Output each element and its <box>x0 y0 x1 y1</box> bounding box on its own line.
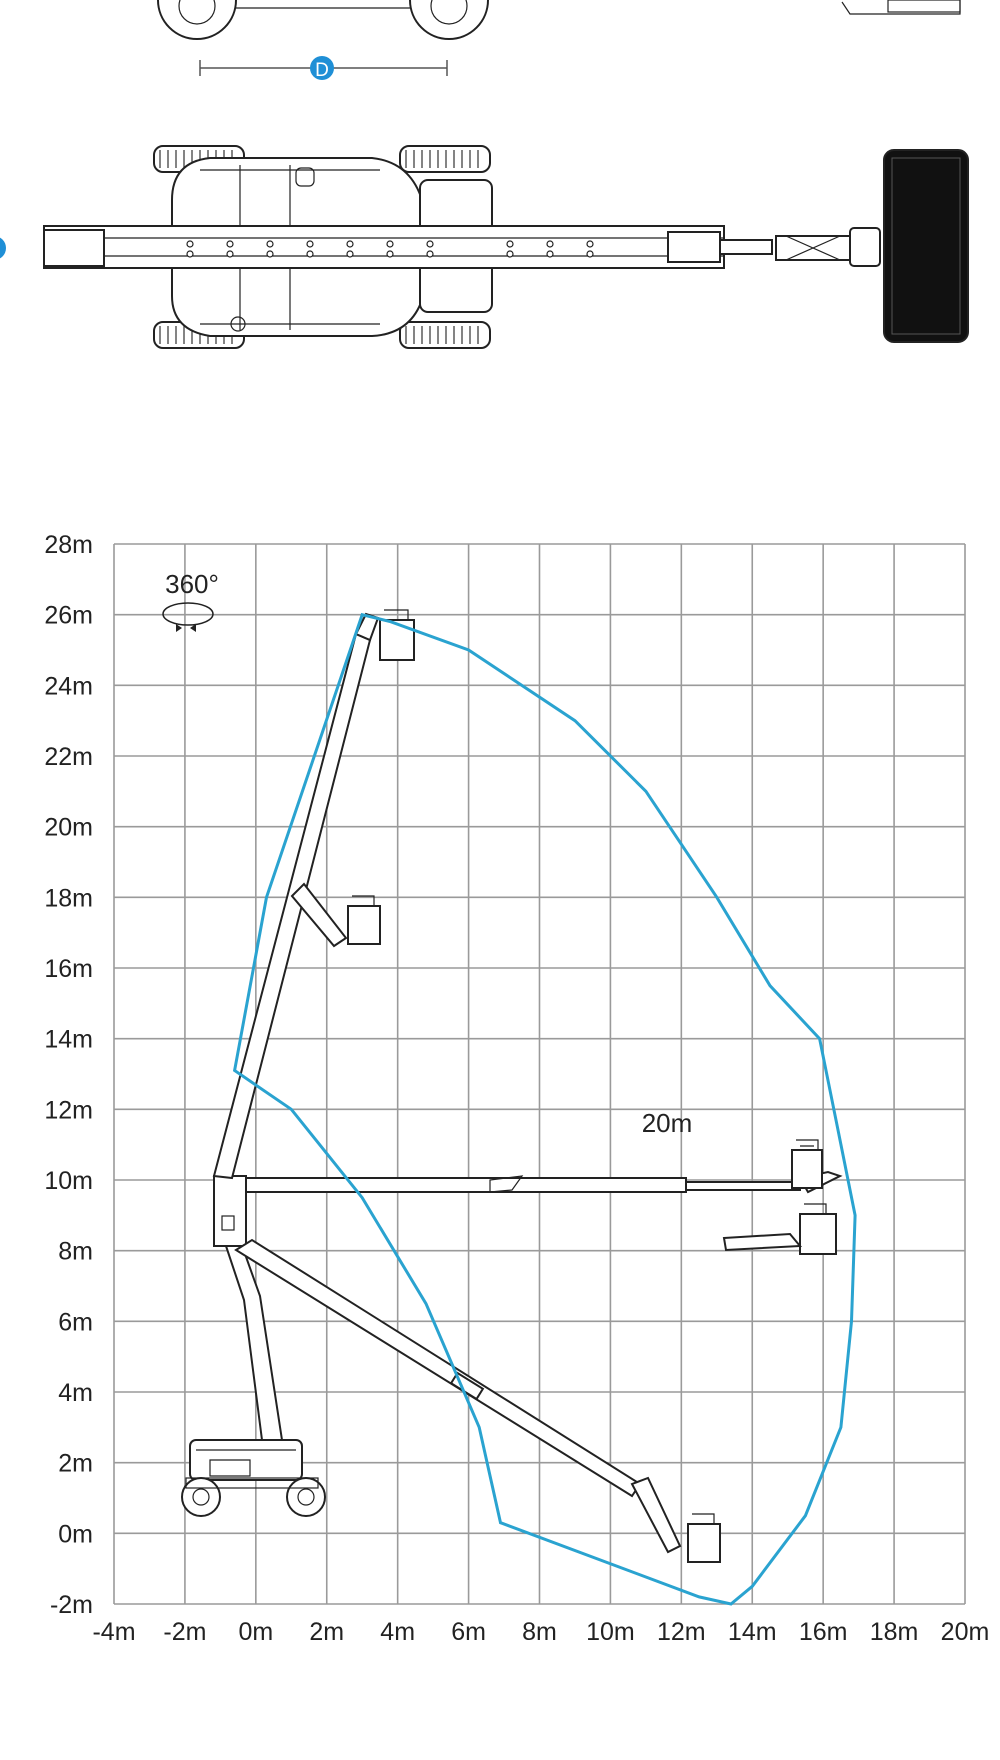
y-tick-label: -2m <box>49 1591 93 1619</box>
x-tick-label: 8m <box>522 1618 557 1646</box>
y-tick-label: 20m <box>44 813 93 842</box>
y-tick-label: 2m <box>58 1449 93 1478</box>
y-tick-label: 14m <box>44 1025 93 1054</box>
y-tick-label: 10m <box>44 1167 93 1195</box>
top-view-drawing <box>0 0 1000 370</box>
x-tick-label: 4m <box>380 1618 416 1646</box>
y-tick-label: 4m <box>58 1379 93 1407</box>
side-marker <box>0 236 6 260</box>
y-tick-label: 12m <box>44 1096 93 1125</box>
dimension-d <box>200 56 447 81</box>
x-tick-label: 12m <box>657 1618 706 1646</box>
x-tick-label: -4m <box>92 1618 136 1646</box>
x-tick-label: 10m <box>586 1618 635 1646</box>
y-tick-label: 8m <box>58 1237 93 1266</box>
x-tick-label: 14m <box>727 1618 777 1646</box>
x-tick-labels <box>92 1618 989 1646</box>
rotation-indicator <box>163 569 219 632</box>
x-tick-label: 18m <box>869 1618 919 1646</box>
x-tick-label: 0m <box>238 1618 274 1646</box>
y-tick-label: 22m <box>44 743 93 771</box>
y-tick-label: 24m <box>44 672 93 701</box>
side-view-wheels <box>158 0 960 39</box>
y-tick-label: 28m <box>44 531 93 559</box>
working-range-chart <box>0 470 1000 1760</box>
x-tick-label: 16m <box>798 1618 848 1646</box>
x-tick-label: 20m <box>940 1618 990 1646</box>
y-tick-label: 26m <box>44 601 93 630</box>
machine-side-drawing <box>182 610 840 1562</box>
x-tick-label: 2m <box>309 1618 345 1646</box>
y-tick-label: 16m <box>44 955 93 983</box>
x-tick-label: 6m <box>451 1618 486 1646</box>
y-tick-labels <box>44 531 93 1619</box>
y-tick-label: 18m <box>44 884 93 913</box>
y-tick-label: 0m <box>58 1520 93 1549</box>
rotation-label: 360° <box>165 569 219 599</box>
x-tick-label: -2m <box>163 1618 207 1646</box>
reach-label: 20m <box>641 1108 693 1138</box>
y-tick-label: 6m <box>58 1308 93 1337</box>
machine-top-view <box>44 146 968 348</box>
dimension-letter: D <box>315 60 329 81</box>
